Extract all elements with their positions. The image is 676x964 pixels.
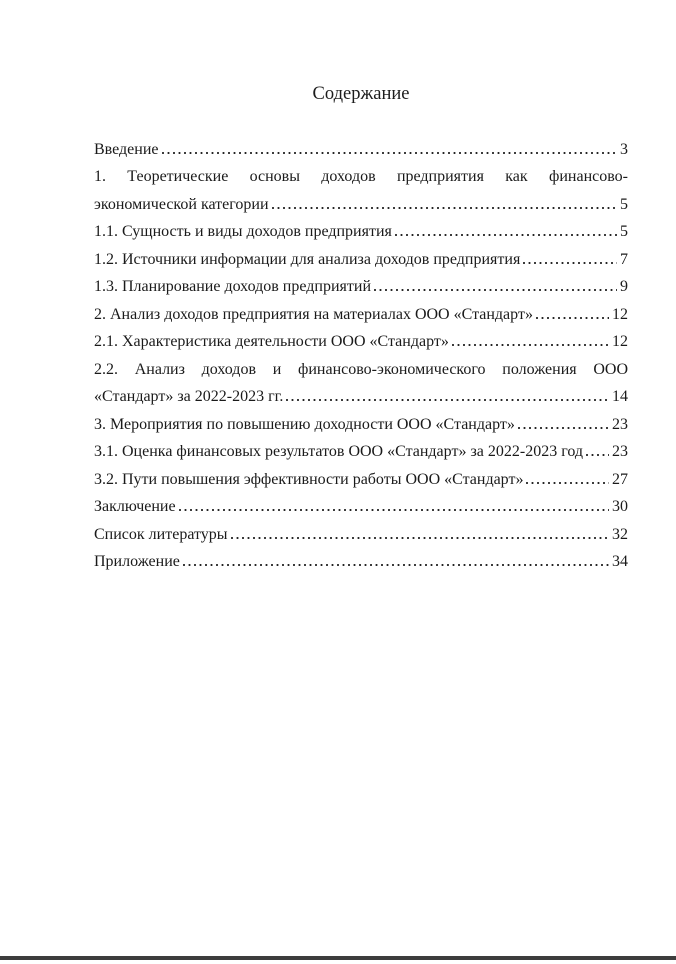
toc-entry[interactable] [94, 466, 628, 494]
page-bottom-edge [0, 956, 676, 960]
dot-leader [586, 454, 609, 456]
toc-page-number: 5 [620, 223, 628, 240]
toc-entry[interactable] [94, 493, 628, 521]
toc-entry-row [94, 466, 628, 494]
toc-page-number: 27 [612, 470, 628, 488]
toc-entry-label: 2.1. Характеристика деятельности ООО «Стандарт» [94, 333, 449, 350]
toc-entry-label: 1.1. Сущность и виды доходов предприятия [94, 223, 392, 240]
toc-entry-label: экономической категории [94, 195, 269, 213]
dot-leader [526, 482, 609, 484]
toc-page-number: 7 [620, 250, 628, 268]
toc-entry[interactable] [94, 163, 628, 218]
toc-entry-row [94, 411, 628, 439]
toc-entry-row [94, 301, 628, 329]
toc-entry[interactable] [94, 548, 628, 576]
dot-leader [518, 427, 609, 429]
dot-leader [183, 564, 609, 566]
toc-entry-label: Список литературы [94, 525, 228, 543]
dot-leader [395, 234, 617, 236]
toc-entry[interactable] [94, 356, 628, 411]
toc-entry-label: Заключение [94, 498, 176, 515]
toc-entry-row [94, 493, 628, 521]
toc-entry[interactable] [94, 328, 628, 356]
toc-entry-label: 3.1. Оценка финансовых результатов ООО «Стандарт» за 2022-2023 год [94, 443, 584, 460]
toc-entry-label: 2. Анализ доходов предприятия на материалах ООО «Стандарт» [94, 305, 533, 323]
toc-entry-wrapped-line: 1. Теоретические основы доходов предприятия как финансово- [94, 168, 628, 185]
dot-leader [536, 317, 609, 319]
toc-entry-label: 1.2. Источники информации для анализа доходов предприятия [94, 250, 521, 268]
toc-entry[interactable] [94, 136, 628, 164]
dot-leader [231, 537, 609, 539]
toc-entry-label: «Стандарт» за 2022-2023 гг. [94, 388, 284, 405]
dot-leader [272, 207, 617, 209]
dot-leader [179, 509, 609, 511]
toc-entry-label: 3.2. Пути повышения эффективности работы ООО «Стандарт» [94, 470, 524, 488]
toc-page-number: 34 [612, 553, 628, 570]
toc-entry-row [94, 383, 628, 411]
toc-entry[interactable] [94, 521, 628, 549]
dot-leader [523, 262, 617, 264]
toc-entry-label: Введение [94, 140, 159, 158]
toc-entry-row [94, 218, 628, 246]
toc-page-number: 30 [612, 498, 628, 515]
dot-leader [374, 289, 617, 291]
toc-entry-wrapped-line: 2.2. Анализ доходов и финансово-экономического положения ООО [94, 360, 628, 378]
dot-leader [452, 344, 609, 346]
toc-title: Содержание [312, 84, 410, 104]
toc-entry[interactable] [94, 438, 628, 466]
toc-page-number: 9 [620, 278, 628, 295]
toc-entry[interactable] [94, 246, 628, 274]
toc-entry-row [94, 548, 628, 576]
toc-entry-label: 1.3. Планирование доходов предприятий [94, 278, 371, 295]
toc-page-number: 12 [612, 305, 628, 323]
dot-leader [162, 152, 618, 154]
toc-page-number: 3 [620, 140, 628, 158]
toc-entry[interactable] [94, 218, 628, 246]
toc-entry[interactable] [94, 301, 628, 329]
toc-page-number: 23 [612, 443, 628, 460]
toc-entry-row [94, 273, 628, 301]
toc-entry-row [94, 136, 628, 164]
toc-entry[interactable] [94, 273, 628, 301]
toc-page-number: 32 [612, 525, 628, 543]
toc-page-number: 12 [612, 333, 628, 350]
toc-page-number: 23 [612, 415, 628, 433]
toc-page-number: 5 [620, 195, 628, 213]
toc-list [94, 136, 628, 576]
toc-entry-row [94, 521, 628, 549]
dot-leader [286, 399, 609, 401]
toc-entry-label: Приложение [94, 553, 180, 570]
toc-entry-row [94, 328, 628, 356]
toc-entry-row [94, 438, 628, 466]
toc-page-number: 14 [612, 388, 628, 405]
toc-entry-row [94, 191, 628, 219]
toc-entry-label: 3. Мероприятия по повышению доходности ООО «Стандарт» [94, 415, 515, 433]
toc-entry[interactable] [94, 411, 628, 439]
toc-entry-row [94, 246, 628, 274]
